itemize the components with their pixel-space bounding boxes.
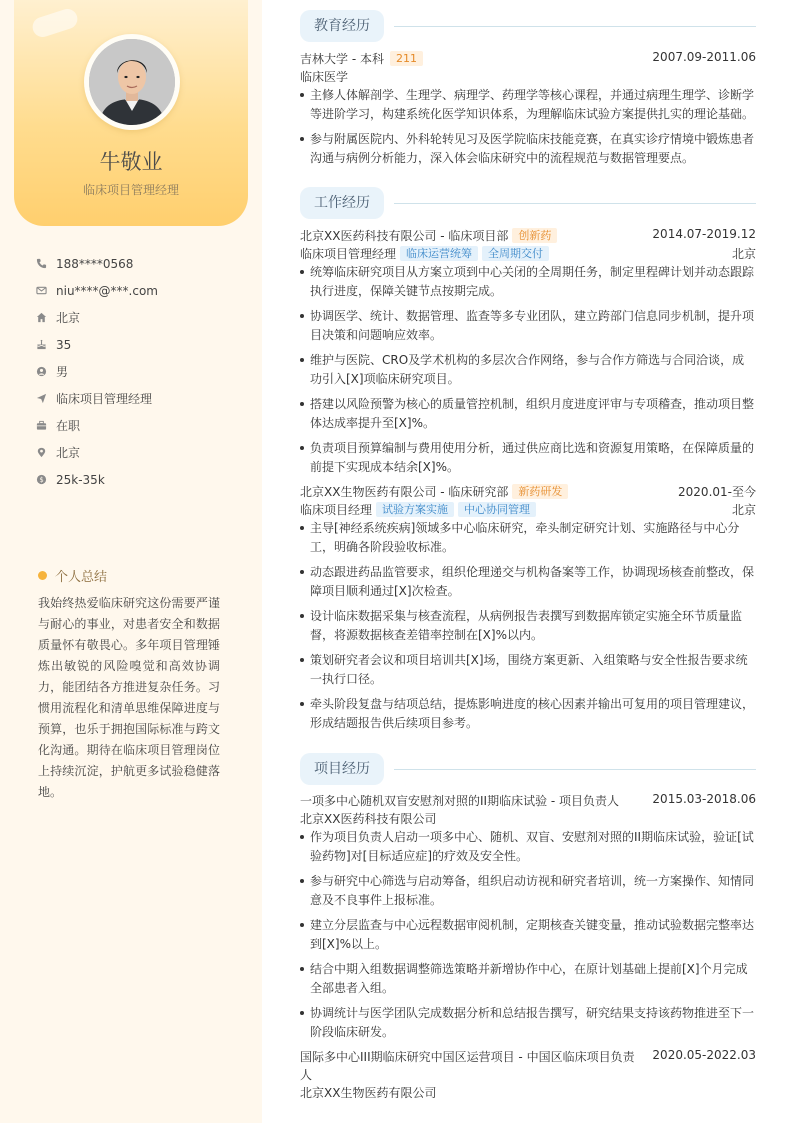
briefcase-icon [36, 419, 56, 433]
role-tag: 全周期交付 [482, 246, 549, 261]
email-text: niu****@***.com [56, 283, 158, 298]
cake-icon [36, 338, 56, 352]
summary-heading [38, 566, 107, 585]
section-title-projects: 项目经历 [300, 753, 384, 785]
project-header [300, 792, 756, 810]
project-org: 北京XX生物医药有限公司 [300, 1086, 437, 1100]
school-name: 吉林大学 - 本科 [300, 52, 384, 66]
svg-text:$: $ [39, 475, 44, 484]
person-name: 牛敬业 [99, 150, 163, 174]
summary-title-text: 个人总结 [55, 570, 108, 585]
bullet-dot-icon [38, 571, 47, 580]
summary-text: 我始终热爱临床研究这份需要严谨与耐心的事业，对患者安全和数据质量怀有敬畏心。多年项目管理锤炼出敏锐的风险嗅觉和高效协调力，能团结各方推进复杂任务。习惯用流程化和清单思维保障进度与预算，也乐于拥抱国际标准与跨文化沟通。期待在临床项目管理岗位上持续沉淀，护航更多试验稳健落地。 [38, 596, 220, 799]
project-bullet: 协调统计与医学团队完成数据分析和总结报告撰写，研究结果支持该药物推进至下一阶段临床研发。 [300, 1004, 756, 1042]
role-tag: 临床运营统筹 [400, 246, 478, 261]
section-divider [394, 769, 756, 770]
section-work [300, 187, 756, 219]
gender-text: 男 [56, 365, 69, 379]
education-major-row [300, 68, 756, 86]
info-salary [36, 466, 246, 493]
school-tag: 211 [390, 51, 423, 66]
work-city: 北京 [731, 247, 756, 261]
sidebar [0, 0, 262, 1123]
mail-icon [36, 284, 56, 298]
avatar [89, 39, 175, 125]
work-bullet: 负责项目预算编制与费用使用分析，通过供应商比选和资源复用策略，在保障质量的前提下实现成本结余[X]%。 [300, 439, 756, 477]
project-name-continued [300, 1066, 756, 1084]
education-major: 临床医学 [300, 70, 349, 84]
education-bullet: 参与附属医院内、外科轮转见习及医学院临床技能竞赛，在真实诊疗情境中锻炼患者沟通与病例分析能力，深入体会临床研究中的流程规范与数据管理要点。 [300, 130, 756, 168]
project-name: 一项多中心随机双盲安慰剂对照的II期临床试验 - 项目负责人 [300, 794, 620, 808]
work-header [300, 227, 756, 245]
education-date: 2007.09-2011.06 [652, 50, 756, 64]
salary-text: 25k-35k [56, 472, 105, 487]
info-phone [36, 250, 246, 277]
project-name-line2: 人 [300, 1068, 313, 1082]
work-role: 临床项目管理经理 [300, 247, 397, 261]
project-name: 国际多中心III期临床研究中国区运营项目 - 中国区临床项目负责 [300, 1050, 635, 1064]
info-gender [36, 358, 246, 385]
section-title-work: 工作经历 [300, 187, 384, 219]
section-title-education: 教育经历 [300, 10, 384, 42]
project-org-row [300, 810, 756, 828]
work-bullet: 统筹临床研究项目从方案立项到中心关闭的全周期任务，制定里程碑计划并动态跟踪执行进度，保障关键节点按期完成。 [300, 263, 756, 301]
section-divider [394, 203, 756, 204]
project-bullet: 建立分层监查与中心远程数据审阅机制，定期核查关键变量，推动试验数据完整率达到[X]%以上。 [300, 916, 756, 954]
work-bullet: 设计临床数据采集与核查流程，从病例报告表撰写到数据库锁定实施全环节质量监督，将源数据核查差错率控制在[X]%以内。 [300, 607, 756, 645]
location-text: 北京 [56, 446, 81, 460]
work-bullet: 主导[神经系统疾病]领域多中心临床研究，牵头制定研究计划、实施路径与中心分工，明确各阶段验收标准。 [300, 519, 756, 557]
company-name: 北京XX生物医药有限公司 - 临床研究部 [300, 485, 509, 499]
project-bullet: 作为项目负责人启动一项多中心、随机、双盲、安慰剂对照的II期临床试验，验证[试验药物]对[目标适应症]的疗效及安全性。 [300, 828, 756, 866]
info-location [36, 439, 246, 466]
status-text: 在职 [56, 419, 81, 433]
project-org: 北京XX医药科技有限公司 [300, 812, 437, 826]
role-tag: 试验方案实施 [376, 502, 454, 517]
work-bullet: 策划研究者会议和项目培训共[X]场，围绕方案更新、入组策略与安全性报告要求统一执行口径。 [300, 651, 756, 689]
info-home [36, 304, 246, 331]
info-email [36, 277, 246, 304]
work-bullet: 维护与医院、CRO及学术机构的多层次合作网络，参与合作方筛选与合同洽谈，成功引入[X]项临床研究项目。 [300, 351, 756, 389]
person-title: 临床项目管理经理 [82, 183, 179, 197]
project-bullet: 结合中期入组数据调整筛选策略并新增协作中心，在原计划基础上提前[X]个月完成全部患者入组。 [300, 960, 756, 998]
work-bullet: 搭建以风险预警为核心的质量管控机制，组织月度进度评审与专项稽查，推动项目整体达成率提升至[X]%。 [300, 395, 756, 433]
work-bullet: 协调医学、统计、数据管理、监查等多专业团队，建立跨部门信息同步机制，提升项目决策和问题响应效率。 [300, 307, 756, 345]
work-header [300, 483, 756, 501]
target-position-text: 临床项目管理经理 [56, 392, 153, 406]
avatar-ring [84, 34, 180, 130]
section-projects [300, 753, 756, 785]
work-role-row [300, 501, 756, 519]
gender-icon [36, 365, 56, 379]
send-icon [36, 392, 56, 406]
contact-info-list [36, 250, 246, 493]
home-city-text: 北京 [56, 311, 81, 325]
age-text: 35 [56, 337, 72, 352]
home-icon [36, 311, 56, 325]
info-target-position [36, 385, 246, 412]
section-education [300, 10, 756, 42]
project-bullet: 参与研究中心筛选与启动筹备，组织启动访视和研究者培训，统一方案操作、知情同意及不良事件上报标准。 [300, 872, 756, 910]
company-tag: 创新药 [512, 228, 557, 243]
avatar-photo [89, 39, 175, 125]
info-status [36, 412, 246, 439]
phone-icon [36, 257, 56, 271]
work-bullet: 牵头阶段复盘与结项总结，提炼影响进度的核心因素并输出可复用的项目管理建议，形成结题报告供后续项目参考。 [300, 695, 756, 733]
work-city: 北京 [731, 503, 756, 517]
company-tag: 新药研发 [512, 484, 568, 499]
info-age [36, 331, 246, 358]
education-header [300, 50, 756, 68]
project-header [300, 1048, 756, 1066]
work-role-row [300, 245, 756, 263]
section-divider [394, 26, 756, 27]
work-bullet: 动态跟进药品监管要求，组织伦理递交与机构备案等工作，协调现场核查前整改，保障项目顺利通过[X]次检查。 [300, 563, 756, 601]
phone-text: 188****0568 [56, 256, 134, 271]
salary-icon [36, 473, 56, 487]
work-date: 2014.07-2019.12 [652, 227, 756, 241]
education-bullet: 主修人体解剖学、生理学、病理学、药理学等核心课程，并通过病理生理学、诊断学等进阶学习，构建系统化医学知识体系，为理解临床试验方案提供扎实的理论基础。 [300, 86, 756, 124]
company-name: 北京XX医药科技有限公司 - 临床项目部 [300, 229, 509, 243]
role-tag: 中心协同管理 [458, 502, 536, 517]
work-role: 临床项目经理 [300, 503, 373, 517]
location-pin-icon [36, 446, 56, 460]
project-date: 2015.03-2018.06 [652, 792, 756, 806]
work-date: 2020.01-至今 [678, 485, 756, 499]
project-date: 2020.05-2022.03 [652, 1048, 756, 1062]
project-org-row [300, 1084, 756, 1102]
